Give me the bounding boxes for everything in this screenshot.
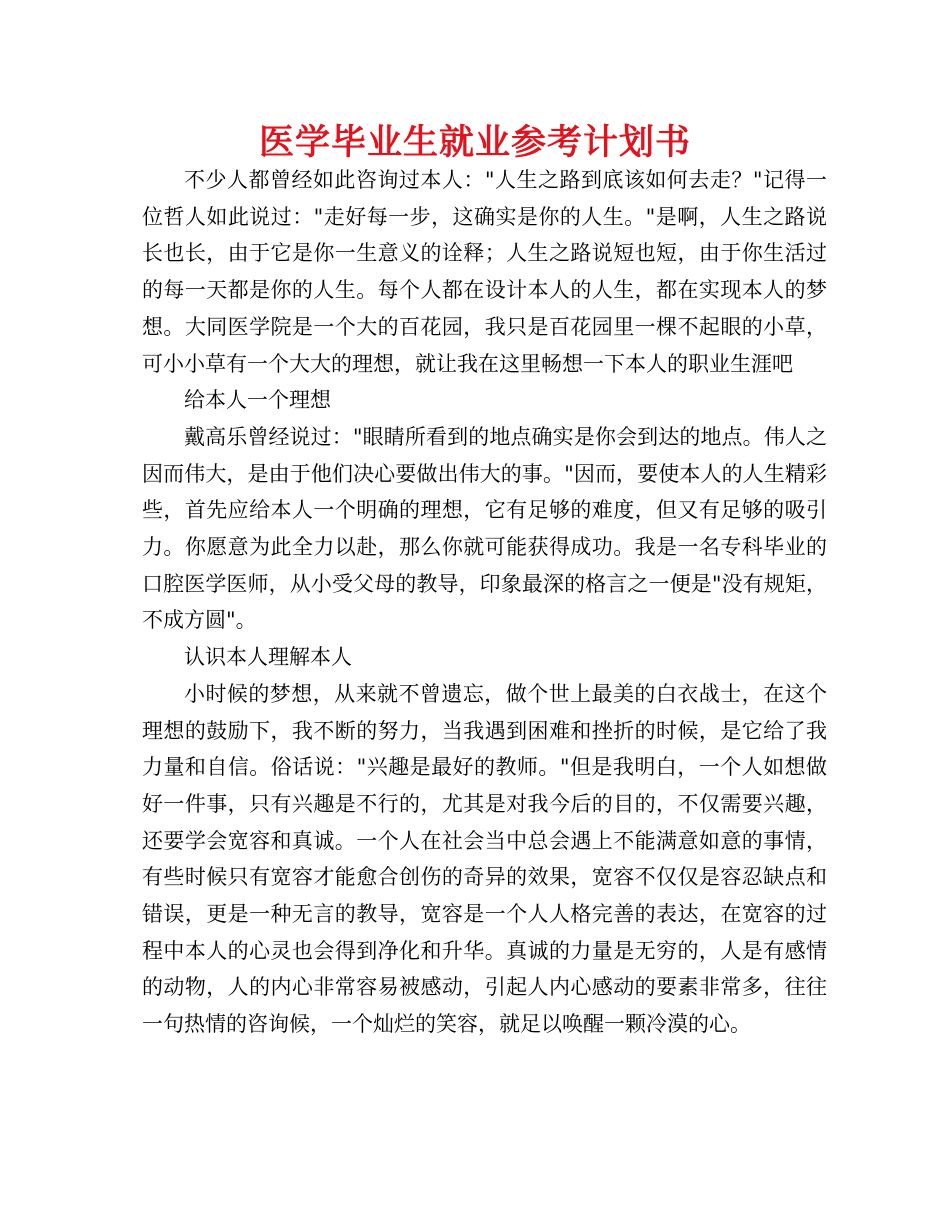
paragraph-intro: 不少人都曾经如此咨询过本人："人生之路到底该如何去走？"记得一位哲人如此说过："走好每一步，这确实是你的人生。"是啊，人生之路说长也长，由于它是你一生意义的诠释；人生之路说短也短，由于你生活过的每一天都是你的人生。每个人都在设计本人的人生，都在实现本人的梦想。大同医学院是一个大的百花园，我只是百花园里一棵不起眼的小草，可小小草有一个大大的理想，就让我在这里畅想一下本人的职业生涯吧 [142,168,827,376]
paragraph-ideal: 戴高乐曾经说过："眼睛所看到的地点确实是你会到达的地点。伟人之因而伟大，是由于他们决心要做出伟大的事。"因而，要使本人的人生精彩些，首先应给本人一个明确的理想，它有足够的难度，但又有足够的吸引力。你愿意为此全力以赴，那么你就可能获得成功。我是一名专科毕业的口腔医学医师，从小受父母的教导，印象最深的格言之一便是"没有规矩，不成方圆"。 [142,424,827,633]
document-title: 医学毕业生就业参考计划书 [258,123,691,163]
paragraph-self-knowledge: 小时候的梦想，从来就不曾遗忘，做个世上最美的白衣战士，在这个理想的鼓励下，我不断的努力，当我遇到困难和挫折的时候，是它给了我力量和自信。俗话说："兴趣是最好的教师。"但是我明白，一个人如想做好一件事，只有兴趣是不行的，尤其是对我今后的目的，不仅需要兴趣，还要学会宽容和真诚。一个人在社会当中总会遇上不能满意如意的事情，有些时候只有宽容才能愈合创伤的奇异的效果，宽容不仅仅是容忍缺点和错误，更是一种无言的教导，宽容是一个人人格完善的表达，在宽容的过程中本人的心灵也会得到净化和升华。真诚的力量是无穷的，人是有感情的动物，人的内心非常容易被感动，引起人内心感动的要素非常多，往往一句热情的咨询候，一个灿烂的笑容，就足以唤醒一颗冷漠的心。 [142,681,827,1037]
section-heading-self-knowledge: 认识本人理解本人 [184,645,352,670]
document-body [142,162,827,1043]
section-heading-ideal: 给本人一个理想 [184,388,331,413]
